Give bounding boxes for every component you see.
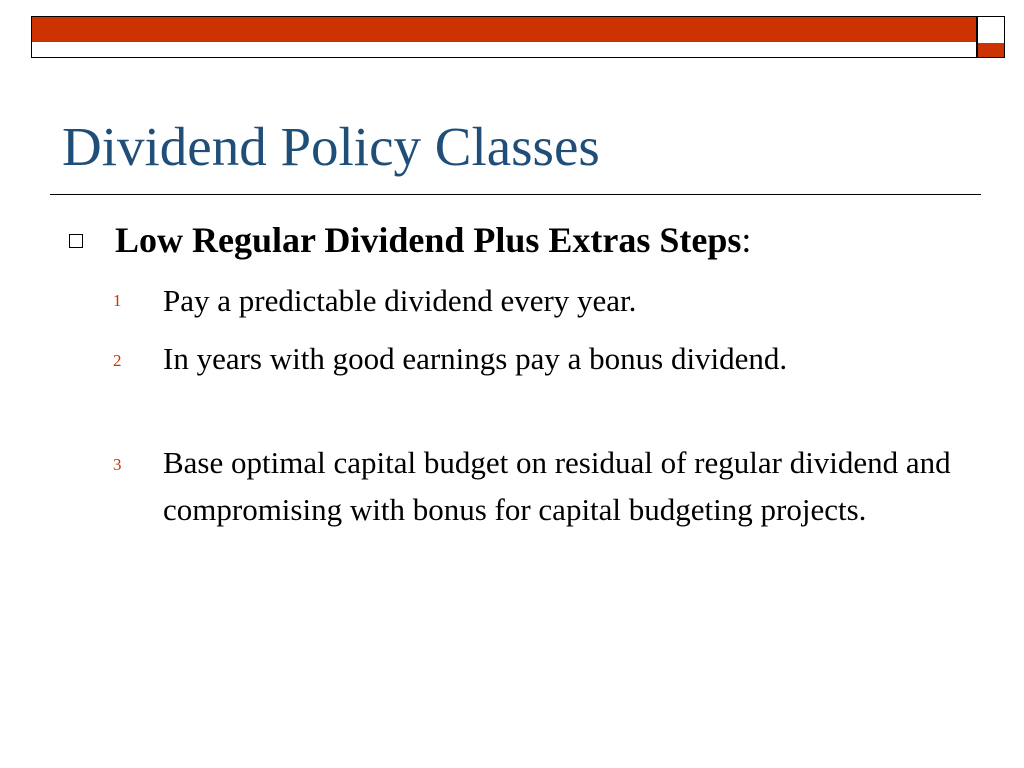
header-corner-red-fill xyxy=(978,43,1004,57)
list-item-text: Pay a predictable dividend every year. xyxy=(163,283,637,318)
bullet-heading xyxy=(115,216,751,264)
list-item-text: In years with good earnings pay a bonus dividend. xyxy=(163,341,788,376)
list-item-number: 2 xyxy=(113,351,122,370)
list-item-number: 3 xyxy=(113,455,122,474)
hollow-square-bullet-icon xyxy=(69,234,83,248)
slide-title: Dividend Policy Classes xyxy=(62,116,600,177)
list-item-number: 1 xyxy=(113,291,122,310)
list-item-text: Base optimal capital budget on residual of regular dividend and compromising with bonus for capital budgeting projects. xyxy=(163,445,951,527)
header-red-stripe xyxy=(32,17,976,42)
bullet-heading-colon: : xyxy=(741,220,752,260)
header-decoration-band xyxy=(31,16,977,58)
header-corner-box xyxy=(977,16,1005,58)
title-divider xyxy=(50,194,981,195)
bullet-heading-text: Low Regular Dividend Plus Extras Steps xyxy=(115,220,742,260)
